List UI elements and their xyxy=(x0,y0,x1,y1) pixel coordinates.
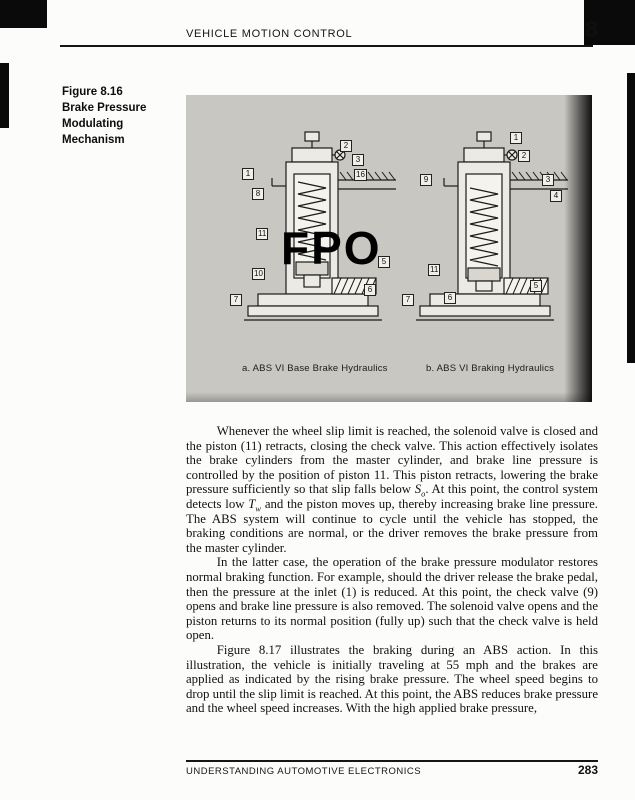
figure-caption-block xyxy=(62,84,172,148)
paragraph-1 xyxy=(186,424,598,555)
footer-rule xyxy=(186,760,598,762)
base-lower xyxy=(420,306,550,316)
callout-box: 8 xyxy=(252,188,264,200)
panel-a-caption: a. ABS VI Base Brake Hydraulics xyxy=(242,363,388,374)
callout-box: 11 xyxy=(430,265,439,274)
modulator-outline xyxy=(416,132,568,320)
variable-T: T xyxy=(248,496,256,511)
callout-box: 10 xyxy=(254,269,263,278)
callout-box: 1 xyxy=(510,132,522,144)
callout-box: 6 xyxy=(364,284,376,296)
figure-shade-bottom xyxy=(186,392,592,402)
paragraph-2 xyxy=(186,555,598,643)
scan-artifact-right-edge xyxy=(627,73,635,363)
pipe-hatch xyxy=(512,172,567,180)
figure-shade-right xyxy=(564,95,592,402)
panel-b-caption: b. ABS VI Braking Hydraulics xyxy=(426,363,555,374)
fpo-watermark: FPO xyxy=(281,222,382,274)
figure-title-line-2: Modulating xyxy=(62,118,124,130)
callout-box: 1 xyxy=(242,168,254,180)
header-rule xyxy=(60,45,593,47)
body-text xyxy=(186,424,598,716)
pipe-hatch xyxy=(340,172,395,180)
piston xyxy=(468,268,500,281)
variable-S: S xyxy=(414,482,422,497)
check-valve xyxy=(476,281,492,291)
text-run: and the piston moves up, thereby increasing brake line pressure. The ABS system will continue to cycle until the vehicle has stopped, the braking conditions are normal, or the driver removes the brake pressure from the master cylinder. xyxy=(186,496,599,555)
figure-title-line-3: Mechanism xyxy=(62,134,125,146)
chapter-number: 8 xyxy=(585,16,598,42)
callout-box: 4 xyxy=(550,190,562,202)
callout-box: 3 xyxy=(352,154,364,166)
paragraph-3 xyxy=(186,643,598,716)
subscript-w: w xyxy=(255,503,262,514)
text-run: . At this point, the control system detects low xyxy=(186,482,598,511)
callout-box: 5 xyxy=(378,256,390,268)
subscript-o: o xyxy=(421,488,426,499)
callout-box: 7 xyxy=(230,294,242,306)
callout-box: 11 xyxy=(258,229,267,238)
figure-title-line-1: Brake Pressure xyxy=(62,102,147,114)
text-run: In the latter case, the operation of the brake pressure modulator restores normal braking function. For example, should the driver release the brake pedal, then the pressure at the inlet (1) is reduced. At this point, the check valve (9) opens and brake line pressure is also removed. The solenoid valve opens and the piston returns to its normal position (fully up) such that the check valve is held open. xyxy=(186,555,598,643)
callout-box: 5 xyxy=(530,280,542,292)
base-lower xyxy=(248,306,378,316)
callout-box: 3 xyxy=(542,174,554,186)
text-run: Whenever the wheel slip limit is reached, the solenoid valve is closed and the piston (11) retracts, closing the check valve. This action effectively isolates the brake cylinders from the master cylinder, and brake line pressure is controlled by the position of piston 11. This piston retracts, lowering the brake pressure sufficiently so that slip falls below xyxy=(186,424,598,497)
callout-box: 7 xyxy=(402,294,414,306)
figure-image xyxy=(186,95,592,402)
callout-box: 2 xyxy=(340,140,352,152)
callout-box: 9 xyxy=(420,174,432,186)
text-run: Figure 8.17 illustrates the braking during an ABS action. In this illustration, the vehicle is initially traveling at 55 mph and the brakes are applied as indicated by the rising brake pressure. The wheel speed begins to drop until the slip limit is reached. At this point, the ABS reduces brake pressure and the wheel speed increases. With the high applied brake pressure, xyxy=(186,642,598,716)
page-number: 283 xyxy=(577,763,598,777)
footer-book-title: UNDERSTANDING AUTOMOTIVE ELECTRONICS xyxy=(186,766,422,777)
scan-artifact-left-edge xyxy=(0,63,9,128)
panel-b xyxy=(400,128,570,353)
callout-box: 2 xyxy=(518,150,530,162)
scan-artifact-top-left xyxy=(0,0,47,28)
figure-number: Figure 8.16 xyxy=(62,86,123,98)
callout-box: 6 xyxy=(444,292,456,304)
base-upper xyxy=(258,294,368,306)
check-valve xyxy=(304,275,320,287)
modulator-diagram-b xyxy=(400,128,570,353)
callout-box: 16 xyxy=(356,170,365,179)
running-header-title: VEHICLE MOTION CONTROL xyxy=(186,28,353,40)
